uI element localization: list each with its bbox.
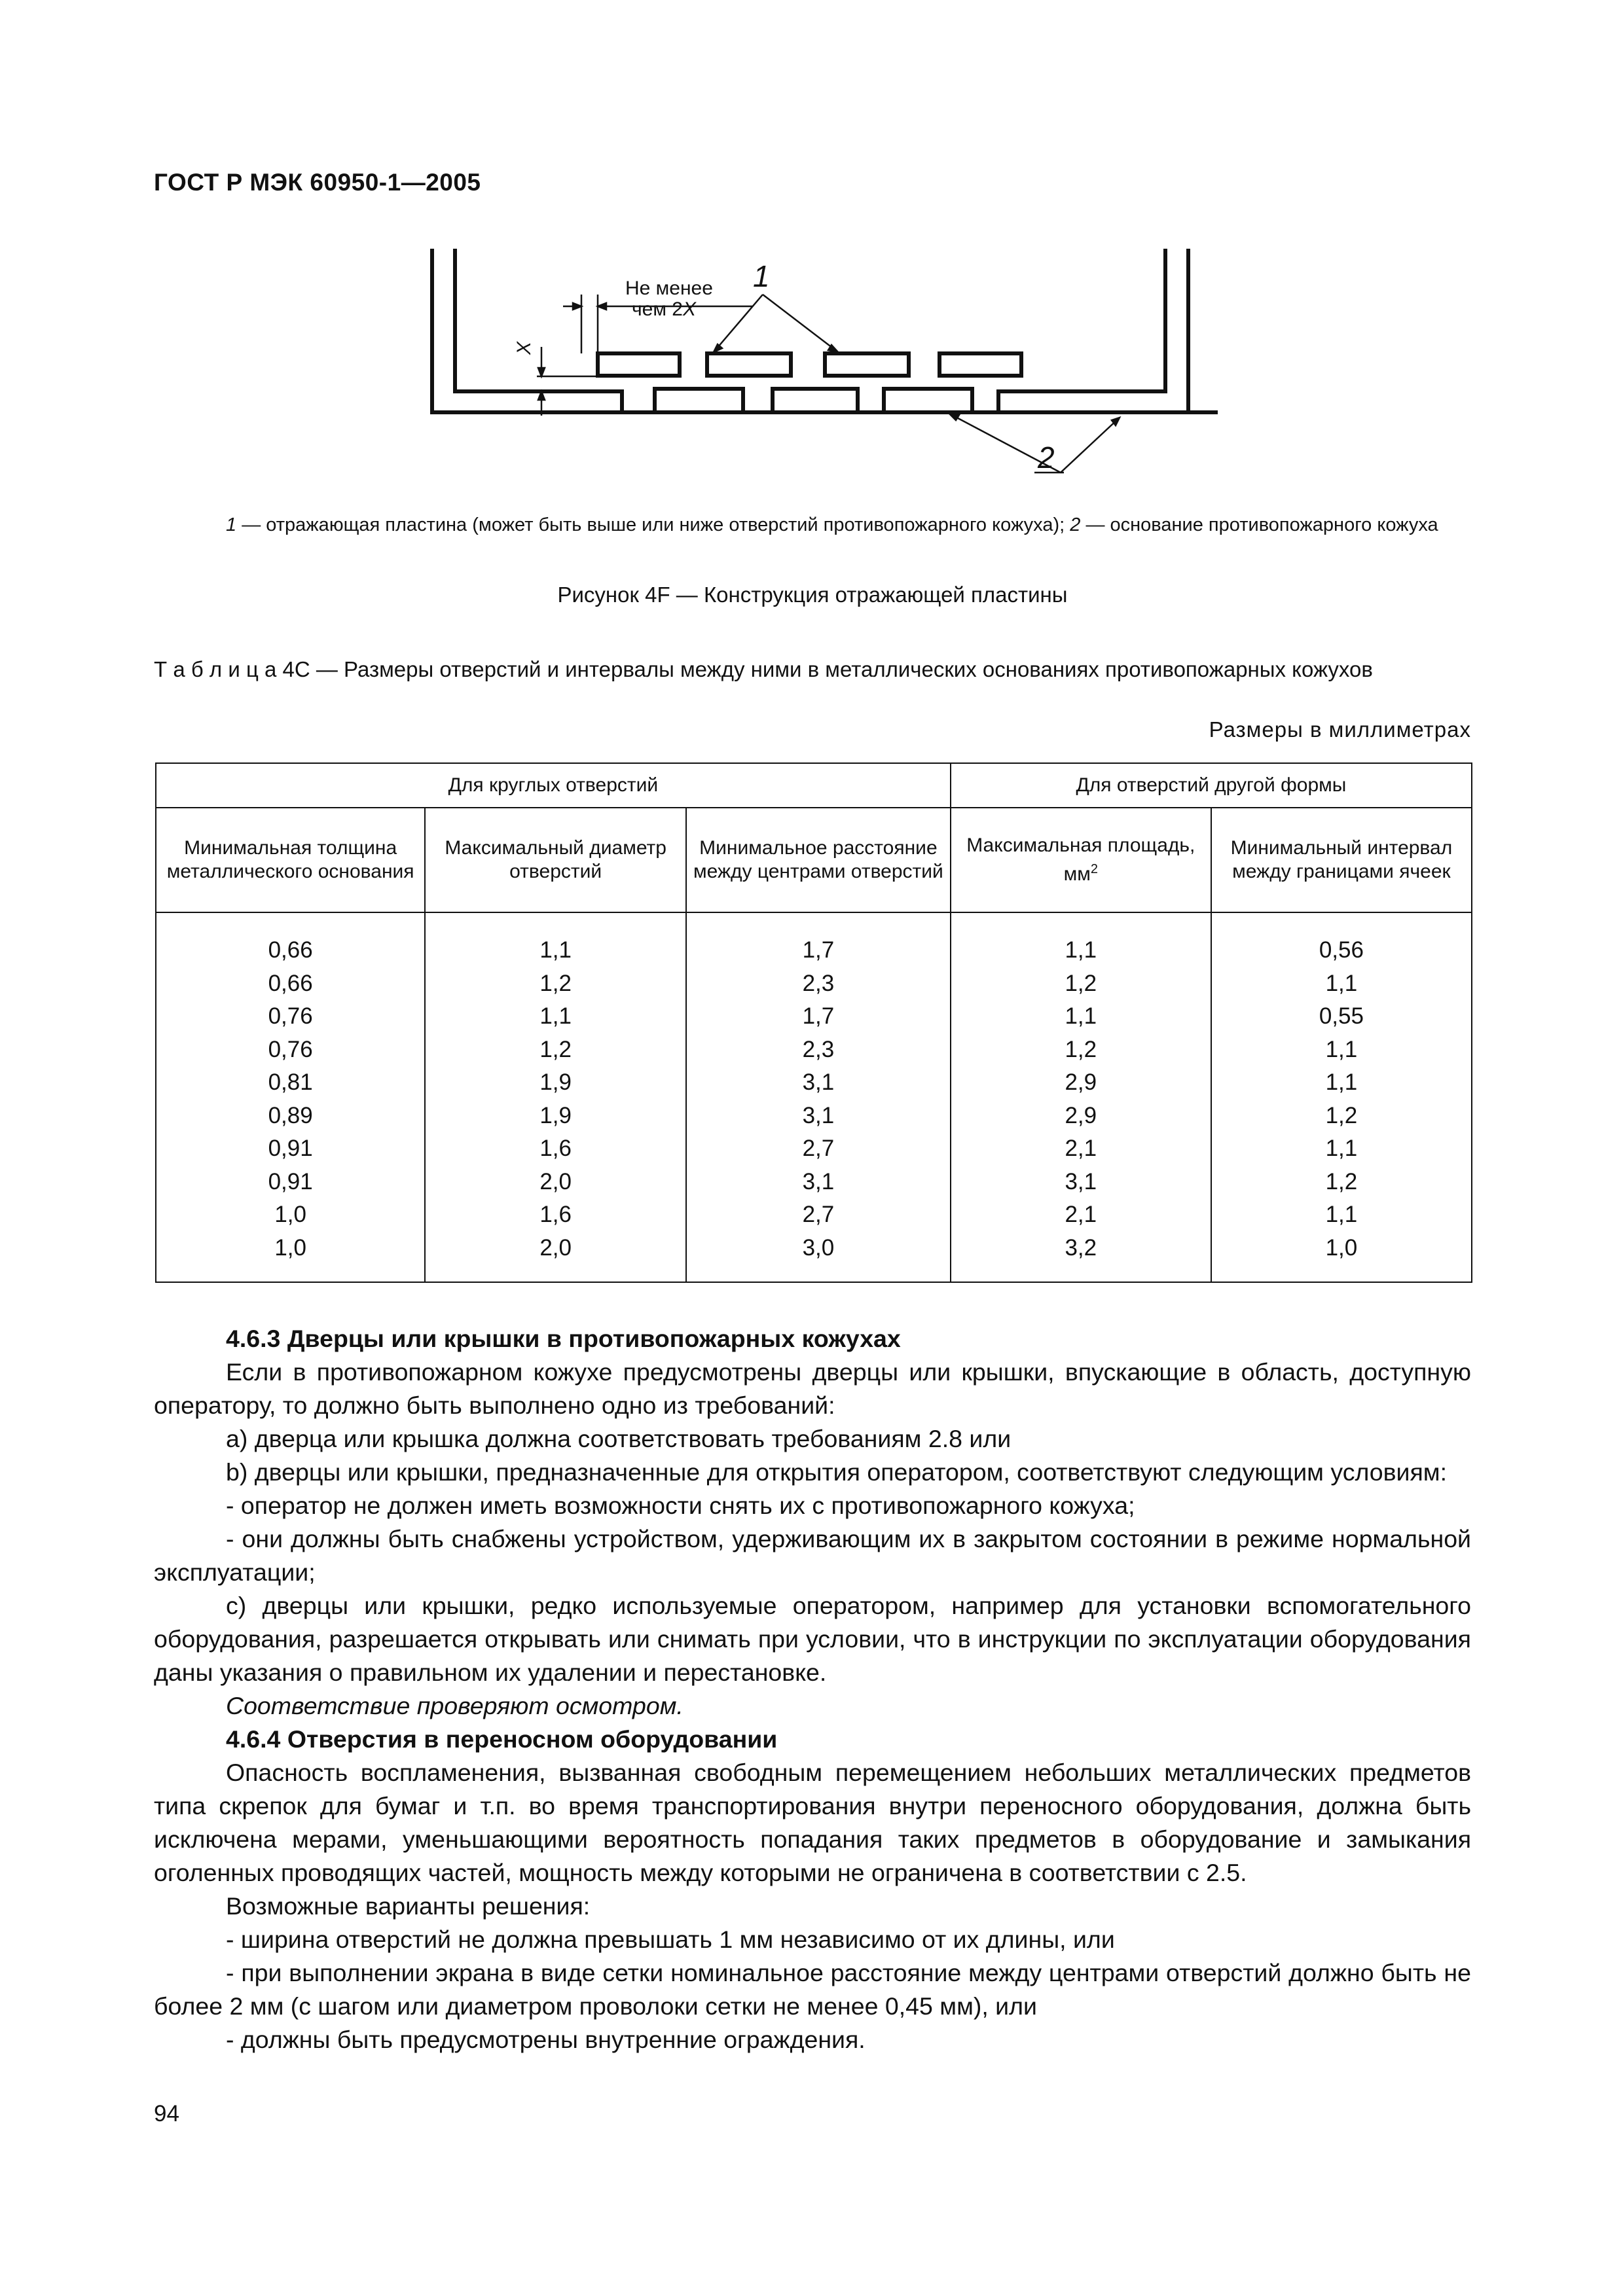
col-header-diameter: Максимальный диаметр отверстий xyxy=(425,808,686,912)
reflective-plates xyxy=(598,353,1021,376)
document-header: ГОСТ Р МЭК 60950-1—2005 xyxy=(154,169,481,196)
base-plate-segments xyxy=(655,389,972,412)
paragraph: b) дверцы или крышки, предназначенные для открытия оператором, соответствуют следующим условиям: xyxy=(226,1458,1447,1486)
callout-2: 2 xyxy=(1038,440,1055,475)
section-heading-4-6-4: 4.6.4 Отверстия в переносном оборудовании xyxy=(226,1725,778,1753)
col-interval-values: 0,56 1,1 0,55 1,1 1,1 1,2 1,1 1,2 1,1 1,0 xyxy=(1211,912,1472,1282)
paragraph: - при выполнении экрана в виде сетки номинальное расстояние между центрами отверстий должно быть не более 2 мм (с шагом или диаметром проволоки сетки не менее 0,45 мм), или xyxy=(154,1959,1471,2020)
col-header-center-distance: Минимальное расстояние между центрами отверстий xyxy=(686,808,951,912)
table-title: Т а б л и ц а 4С — Размеры отверстий и интервалы между ними в металлических основаниях противопожарных кожухов xyxy=(154,657,1373,681)
paragraph: Если в противопожарном кожухе предусмотрены дверцы или крышки, впускающие в область, доступную оператору, то должно быть выполнено одно из требований: xyxy=(154,1358,1471,1419)
dimension-label-var: X xyxy=(682,298,696,320)
paragraph: Возможные варианты решения: xyxy=(226,1892,591,1920)
paragraph: - они должны быть снабжены устройством, удерживающим их в закрытом состоянии в режиме нормальной эксплуатации; xyxy=(154,1525,1471,1586)
group-header-round: Для круглых отверстий xyxy=(156,763,951,808)
legend-num-1: 1 xyxy=(226,514,237,535)
compliance-note: Соответствие проверяют осмотром. xyxy=(226,1692,684,1719)
table-units: Размеры в миллиметрах xyxy=(1209,717,1471,742)
col-center-distance-values: 1,7 2,3 1,7 2,3 3,1 3,1 2,7 3,1 2,7 3,0 xyxy=(686,912,951,1282)
group-header-other: Для отверстий другой формы xyxy=(951,763,1472,808)
paragraph: - оператор не должен иметь возможности снять их с противопожарного кожуха; xyxy=(226,1492,1135,1519)
legend-num-2: 2 xyxy=(1070,514,1081,535)
dimension-label-line1: Не менее xyxy=(625,278,713,299)
dimension-label-line2: чем 2 xyxy=(632,298,683,320)
figure-4f-drawing xyxy=(406,242,1218,491)
table-4c xyxy=(155,762,1472,1283)
figure-caption: Рисунок 4F — Конструкция отражающей пластины xyxy=(557,583,1068,607)
paragraph: с) дверцы или крышки, редко используемые оператором, например для установки вспомогательного оборудования, разрешается открывать или снимать при условии, что в инструкции по эксплуатации оборудования даны указания о правильном их удалении и перестановке. xyxy=(154,1592,1471,1686)
figure-legend xyxy=(154,512,1471,538)
page-number: 94 xyxy=(154,2101,179,2126)
housing-inner-right xyxy=(998,249,1165,412)
col-diameter-values: 1,1 1,2 1,1 1,2 1,9 1,9 1,6 2,0 1,6 2,0 xyxy=(425,912,686,1282)
paragraph: - должны быть предусмотрены внутренние ограждения. xyxy=(226,2026,866,2053)
dimension-x-label: X xyxy=(513,341,535,355)
section-heading-4-6-3: 4.6.3 Дверцы или крышки в противопожарных кожухах xyxy=(226,1325,901,1352)
col-thickness-values: 0,66 0,66 0,76 0,76 0,81 0,89 0,91 0,91 1,0 1,0 xyxy=(156,912,425,1282)
col-header-thickness: Минимальная толщина металлического основания xyxy=(156,808,425,912)
col-header-area: Максимальная площадь, $мм^2$ xyxy=(951,808,1211,912)
paragraph: - ширина отверстий не должна превышать 1 мм независимо от их длины, или xyxy=(226,1926,1115,1953)
table-body-row xyxy=(156,912,1472,1282)
col-area-values: 1,1 1,2 1,1 1,2 2,9 2,9 2,1 3,1 2,1 3,2 xyxy=(951,912,1211,1282)
paragraph: а) дверца или крышка должна соответствовать требованиям 2.8 или xyxy=(226,1425,1012,1452)
callout-1: 1 xyxy=(753,259,770,293)
col-header-interval: Минимальный интервал между границами ячеек xyxy=(1211,808,1472,912)
legend-text-2: — основание противопожарного кожуха xyxy=(1080,514,1438,535)
paragraph: Опасность воспламенения, вызванная свободным перемещением небольших металлических предметов типа скрепок для бумаг и т.п. во время транспортирования внутри переносного оборудования, должна быть исключена мерами, уменьшающими вероятность попадания таких предметов в оборудование и замыкания оголенных проводящих частей, мощность между которыми не ограничена в соответствии с 2.5. xyxy=(154,1759,1471,1886)
body-text xyxy=(154,1322,1471,2056)
svg-text:чем 2X xyxy=(632,298,697,320)
legend-text-1: — отражающая пластина (может быть выше или ниже отверстий противопожарного кожуха); xyxy=(236,514,1070,535)
